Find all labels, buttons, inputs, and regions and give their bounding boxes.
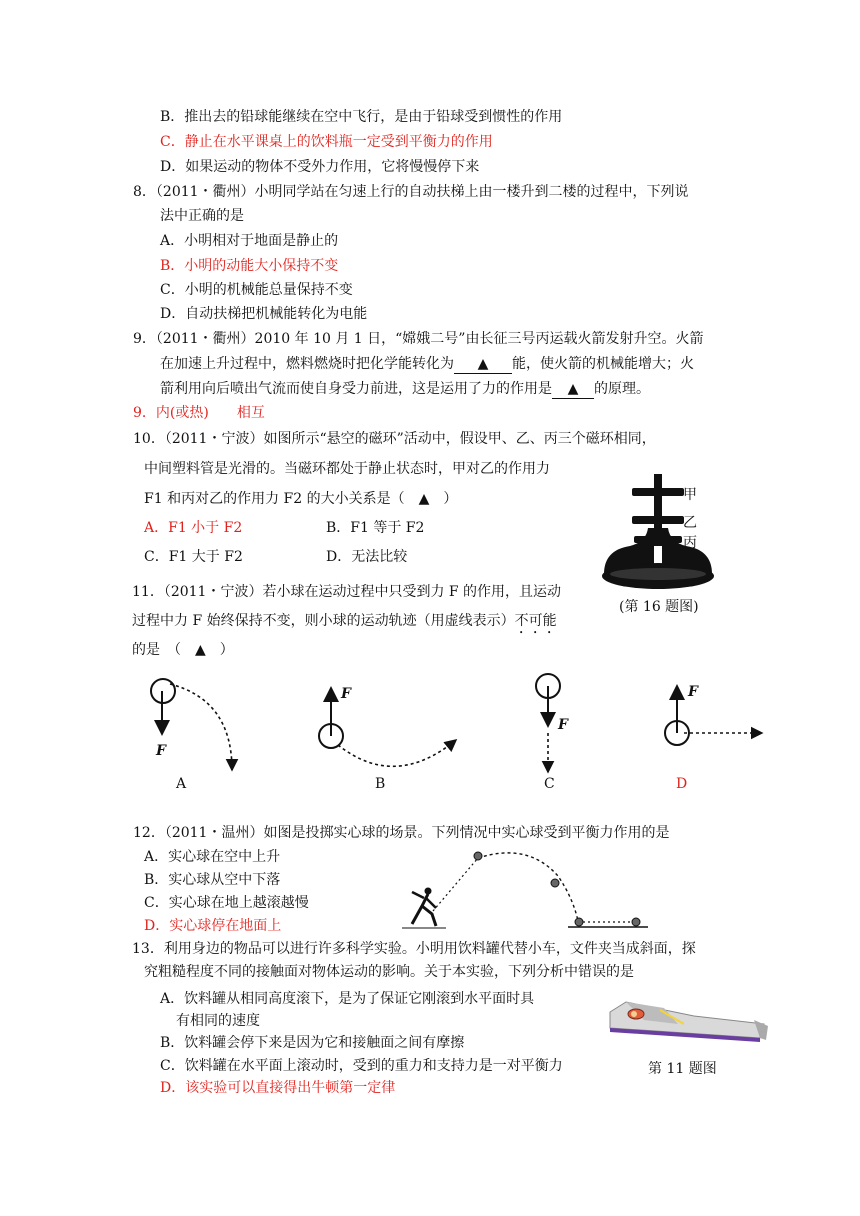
ring-label-bing: 丙: [683, 535, 697, 551]
ramp-figure: [604, 994, 770, 1044]
force-label-c: F: [558, 717, 568, 733]
q13-figure-caption: 第 11 题图: [648, 1061, 717, 1077]
option-b-label: B: [375, 776, 386, 792]
option-d-label-answer: D: [676, 776, 688, 792]
q10-figure-caption: (第 16 题图): [619, 599, 699, 615]
q9-blank-2: ▲: [552, 380, 594, 399]
option-d-diagram: [665, 686, 762, 745]
q9-blank-1: ▲: [454, 355, 512, 374]
option-b-diagram: [319, 688, 456, 766]
q10-option-d: D．无法比较: [326, 549, 408, 565]
q12-option-d-answer: D．实心球停在地面上: [144, 918, 282, 934]
q12-option-b: B．实心球从空中下落: [144, 872, 281, 888]
q13-option-d-answer: D．该实验可以直接得出牛顿第一定律: [160, 1080, 396, 1096]
force-label-b: F: [341, 686, 351, 702]
q13-stem-line2: 究粗糙程度不同的接触面对物体运动的影响。关于本实验，下列分析中错误的是: [144, 964, 634, 980]
shot-put-figure: [398, 846, 658, 936]
q7-option-d: D．如果运动的物体不受外力作用，它将慢慢停下来: [160, 159, 480, 175]
ring-label-jia: 甲: [683, 487, 697, 503]
q8-option-b-answer: B．小明的动能大小保持不变: [160, 258, 339, 274]
force-label-a: F: [156, 743, 166, 759]
q7-option-c-answer: C．静止在水平课桌上的饮料瓶一定受到平衡力的作用: [160, 134, 493, 150]
q9-stem-line2-text-a: 在加速上升过程中，燃料燃烧时把化学能转化为: [160, 356, 454, 372]
q11-emphasis-not-possible: 不可能: [514, 613, 557, 629]
q9-stem-line3-text-a: 箭利用向后喷出气流而使自身受力前进，这是运用了力的作用是: [160, 381, 552, 397]
force-label-d: F: [688, 684, 698, 700]
q13-option-a-line1: A．饮料罐从相同高度滚下，是为了保证它刚滚到水平面时具: [160, 991, 535, 1007]
option-c-diagram: [536, 674, 560, 772]
q10-option-c: C．F1 大于 F2: [144, 549, 243, 565]
q8-stem-line1: 8．（2011・衢州）小明同学站在匀速上行的自动扶梯上由一楼升到二楼的过程中，下列说: [133, 184, 689, 200]
q12-stem: 12．（2011・温州）如图是投掷实心球的场景。下列情况中实心球受到平衡力作用的是: [133, 825, 670, 841]
q10-option-b: B．F1 等于 F2: [326, 520, 425, 536]
q8-option-a: A．小明相对于地面是静止的: [160, 233, 339, 249]
q13-option-c: C．饮料罐在水平面上滚动时，受到的重力和支持力是一对平衡力: [160, 1058, 563, 1074]
q13-option-a-line2: 有相同的速度: [176, 1013, 260, 1029]
q10-stem-line3: F1 和丙对乙的作用力 F2 的大小关系是（ ▲ ）: [144, 491, 458, 507]
q10-stem-line2: 中间塑料管是光滑的。当磁环都处于静止状态时，甲对乙的作用力: [144, 461, 550, 477]
option-a-label: A: [176, 776, 187, 792]
q9-answer: 9．内(或热) 相互: [133, 405, 265, 421]
q12-option-a: A．实心球在空中上升: [144, 849, 281, 865]
q10-stem-line1: 10．（2011・宁波）如图所示“悬空的磁环”活动中，假设甲、乙、丙三个磁环相同，: [133, 431, 656, 447]
ring-label-yi: 乙: [683, 515, 697, 531]
q13-stem-line1: 13．利用身边的物品可以进行许多科学实验。小明用饮料罐代替小车，文件夹当成斜面，探: [132, 941, 696, 957]
q8-option-d: D．自动扶梯把机械能转化为电能: [160, 306, 368, 322]
q10-option-a-answer: A．F1 小于 F2: [144, 520, 243, 536]
q9-stem-line2-text-b: 能，使火箭的机械能增大；火: [512, 356, 694, 372]
q9-stem-line3-text-b: 的原理。: [594, 381, 650, 397]
option-c-label: C: [544, 776, 555, 792]
q8-option-c: C．小明的机械能总量保持不变: [160, 282, 353, 298]
q12-option-c: C．实心球在地上越滚越慢: [144, 895, 309, 911]
q11-stem-line3: 的是 （ ▲ ）: [132, 642, 234, 658]
q8-stem-line2: 法中正确的是: [160, 208, 244, 224]
q13-option-b: B．饮料罐会停下来是因为它和接触面之间有摩擦: [160, 1035, 465, 1051]
q7-option-b: B．推出去的铅球能继续在空中飞行，是由于铅球受到惯性的作用: [160, 109, 563, 125]
q11-stem-line2-text: 过程中力 F 始终保持不变，则小球的运动轨迹（用虚线表示）: [132, 613, 515, 629]
q9-stem-line1: 9．（2011・衢州）2010 年 10 月 1 日，“嫦娥二号”由长征三号丙运载火箭发射升空。火箭: [133, 331, 704, 347]
q11-stem-line1: 11．（2011・宁波）若小球在运动过程中只受到力 F 的作用，且运动: [132, 584, 562, 600]
